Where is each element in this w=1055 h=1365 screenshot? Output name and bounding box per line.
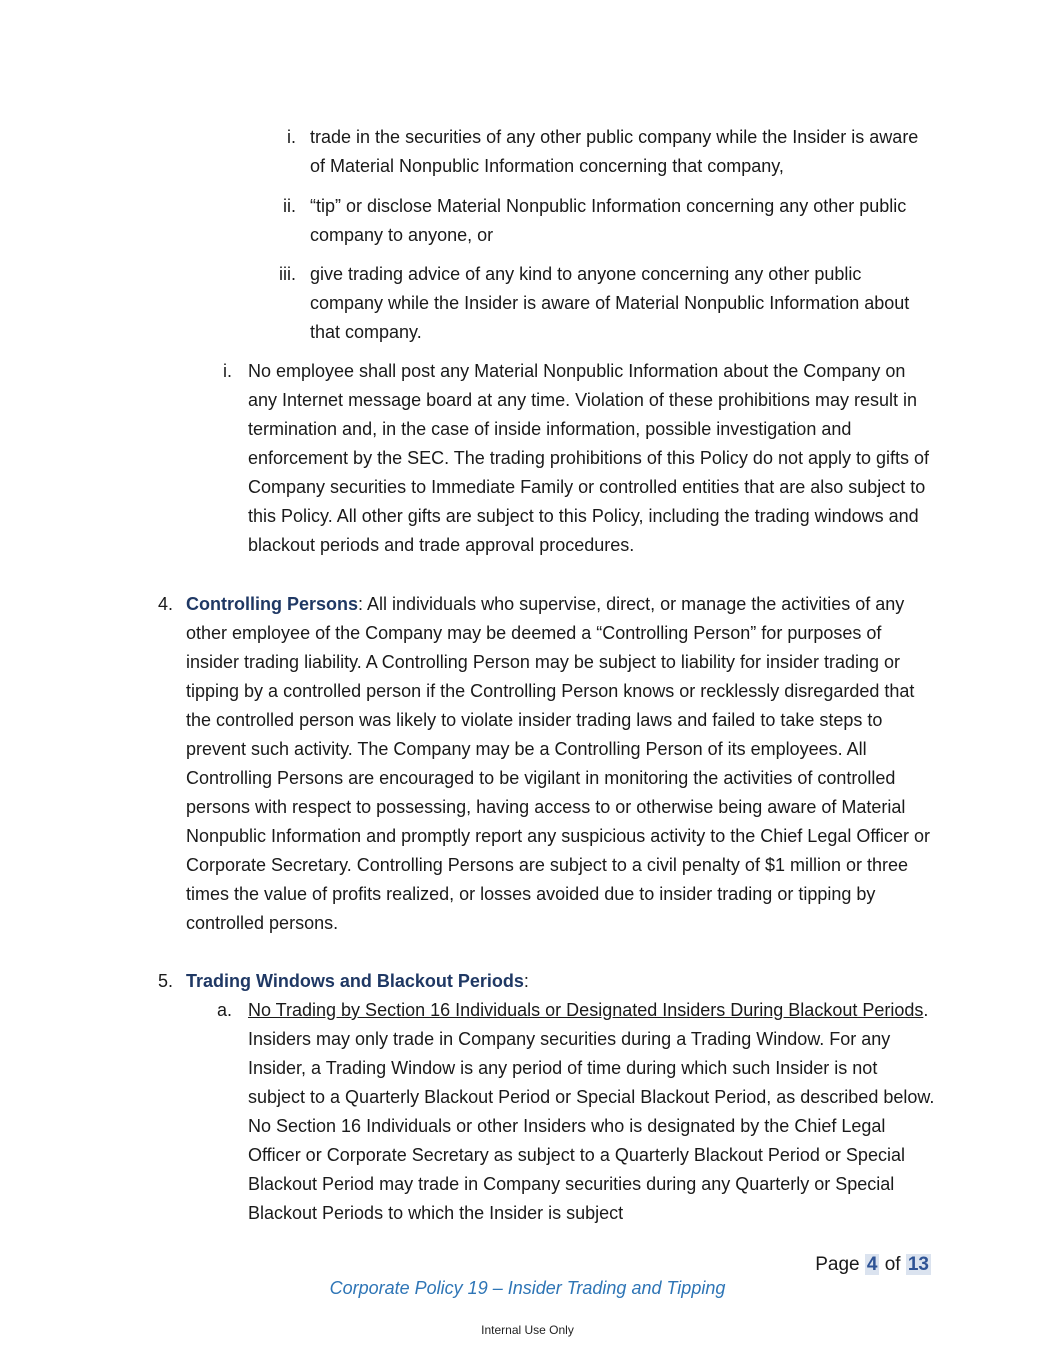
page-number <box>780 1252 931 1278</box>
list-text: give trading advice of any kind to anyone concerning any other public company while the Insider is aware of Material Nonpublic Information about that company. <box>310 264 910 342</box>
page-of: of <box>884 1254 901 1275</box>
page-current: 4 <box>866 1254 878 1275</box>
section-text: : All individuals who supervise, direct, or manage the activities of any other employee of the Company may be deemed a “Controlling Person” for purposes of insider trading liability. A Controlling Person may be subject to liability for insider trading or tipping by a controlled person if the Controlling Person knows or recklessly disregarded that the controlled person was likely to violate insider trading laws and failed to take steps to prevent such activity. The Company may be a Controlling Person of its employees. All Controlling Persons are encouraged to be vigilant in monitoring the activities of controlled persons with respect to possessing, having access to or otherwise being aware of Material Nonpublic Information and promptly report any suspicious activity to the Chief Legal Officer or Corporate Secretary. Controlling Persons are subject to a civil penalty of $1 million or three times the value of profits realized, or losses avoided due to insider trading or tipping by controlled persons. <box>186 594 931 933</box>
subsection-text: . Insiders may only trade in Company securities during a Trading Window. For any Insider, a Trading Window is any period of time during which such Insider is not subject to a Quarterly Blackout Period or Special Blackout Period, as described below. No Section 16 Individuals or other Insiders who is designated by the Chief Legal Officer or Corporate Secretary as subject to a Quarterly Blackout Period or Special Blackout Period may trade in Company securities during any Quarterly or Special Blackout Periods to which the Insider is subject <box>248 1000 935 1223</box>
section-body <box>186 590 936 938</box>
section-number: 4. <box>157 594 173 614</box>
footer-classification: Internal Use Only <box>481 1323 574 1337</box>
section-heading: Trading Windows and Blackout Periods <box>186 971 524 991</box>
page-total: 13 <box>907 1254 929 1275</box>
list-marker: ii. <box>283 196 296 216</box>
list-marker: i. <box>287 127 296 147</box>
subsection-title: No Trading by Section 16 Individuals or Designated Insiders During Blackout Periods <box>248 1000 924 1020</box>
list-text: trade in the securities of any other public company while the Insider is aware of Material Nonpublic Information concerning that company, <box>310 127 919 176</box>
list-text: No employee shall post any Material Nonpublic Information about the Company on any Internet message board at any time. Violation of these prohibitions may result in termination and, in the case of inside information, possible investigation and enforcement by the SEC. The trading prohibitions of this Policy do not apply to gifts of Company securities to Immediate Family or controlled entities that are also subject to this Policy. All other gifts are subject to this Policy, including the trading windows and blackout periods and trade approval procedures. <box>248 361 930 555</box>
list-text <box>248 996 938 1228</box>
list-marker: iii. <box>279 264 296 284</box>
page-label: Page <box>815 1254 860 1275</box>
section-body <box>186 967 936 996</box>
list-marker: a. <box>216 1000 232 1020</box>
list-marker: i. <box>223 361 232 381</box>
section-heading: Controlling Persons <box>186 594 359 614</box>
section-number: 5. <box>157 971 173 991</box>
list-text: “tip” or disclose Material Nonpublic Information concerning any other public company to anyone, or <box>310 196 907 245</box>
footer-title: Corporate Policy 19 – Insider Trading and Tipping <box>329 1278 726 1298</box>
section-colon: : <box>523 971 529 991</box>
